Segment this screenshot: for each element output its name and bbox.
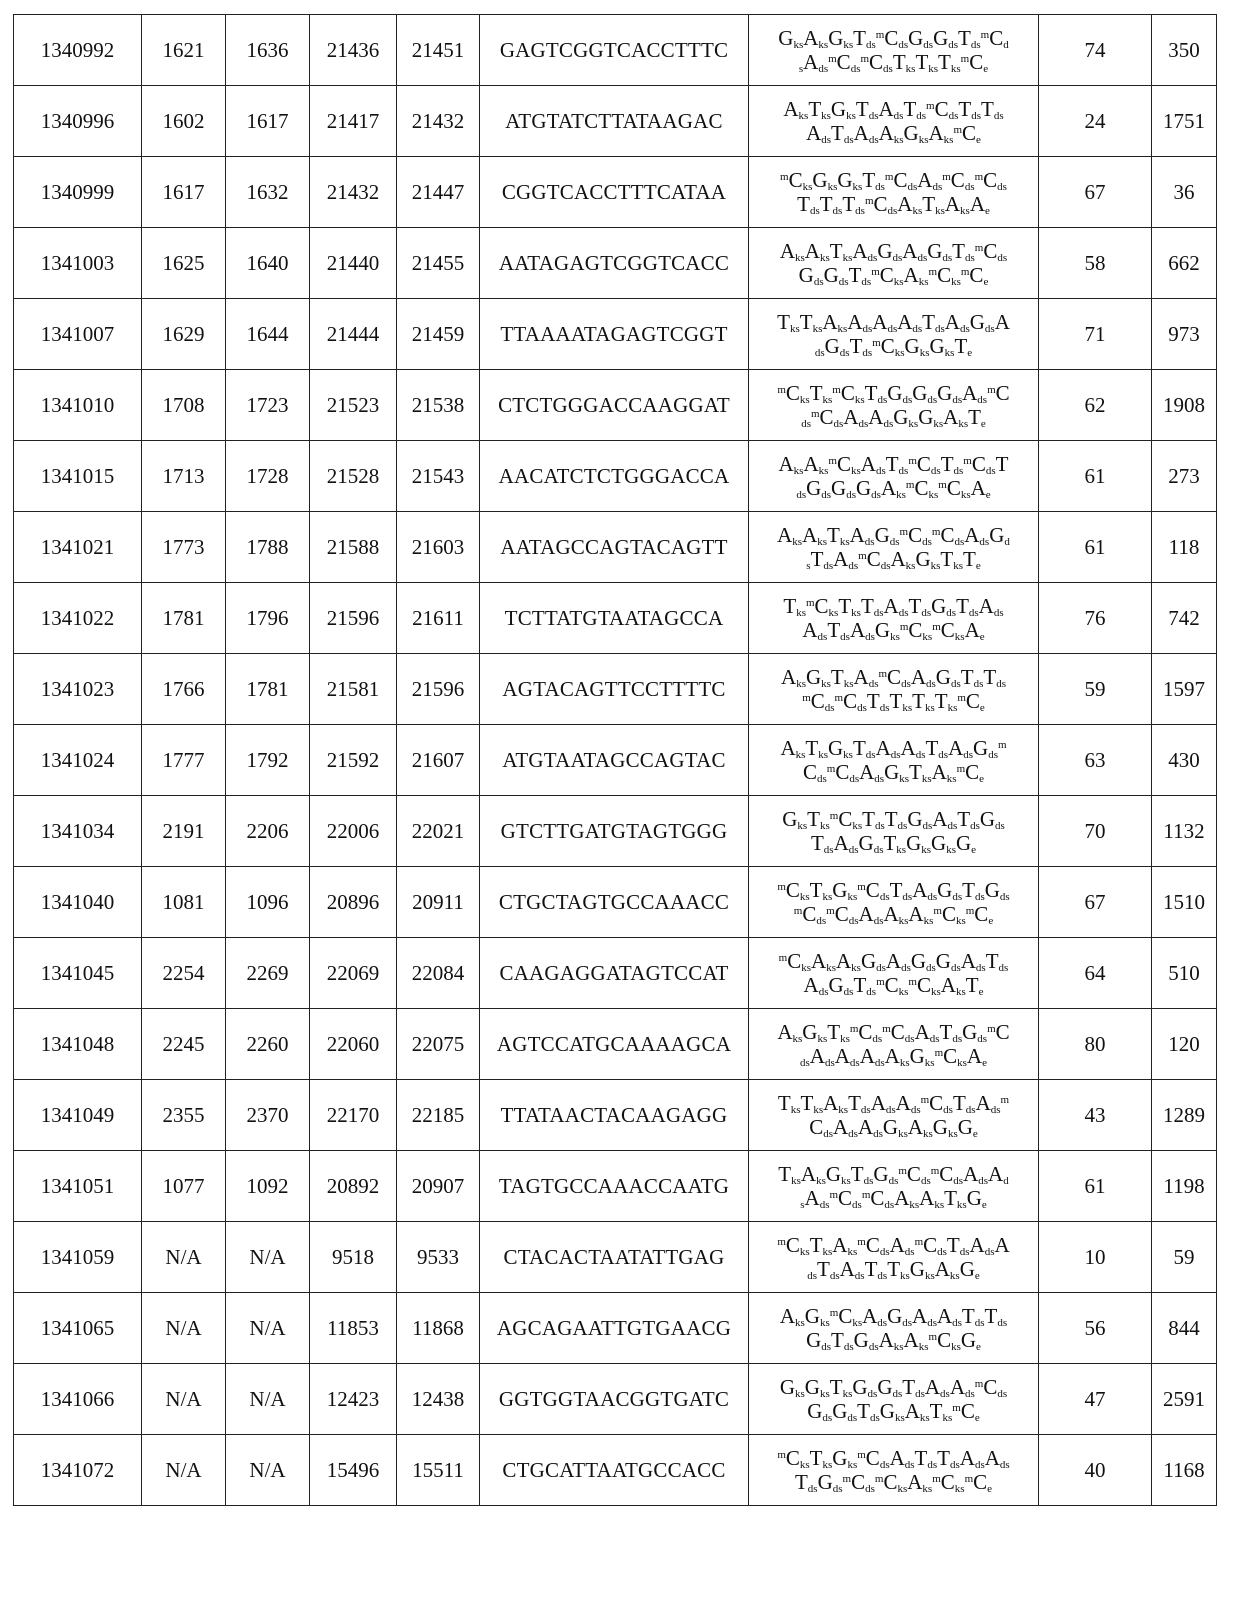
start-site-2-cell: 20896 <box>310 867 397 938</box>
start-site-2-cell: 21436 <box>310 15 397 86</box>
start-site-2-cell: 22060 <box>310 1009 397 1080</box>
chemistry-notation-cell <box>749 938 1039 1009</box>
stop-site-1-cell: N/A <box>226 1222 310 1293</box>
stop-site-2-cell: 21596 <box>397 654 480 725</box>
seq-id-cell: 510 <box>1152 938 1217 1009</box>
sequence-cell: CTGCATTAATGCCACC <box>480 1435 749 1506</box>
chemistry-line: $G_{ks}A_{ks}G_{ks}T_{ds}^mC_{ds}G_{ds}G_{ds}T_{ds}^mC_d$ <box>778 26 1009 51</box>
start-site-2-cell: 21440 <box>310 228 397 299</box>
seq-id-cell: 1168 <box>1152 1435 1217 1506</box>
table-body <box>14 15 1217 1506</box>
sequence-cell: ATGTATCTTATAAGAC <box>480 86 749 157</box>
start-site-1-cell: 1077 <box>142 1151 226 1222</box>
sequence-cell: TAGTGCCAAACCAATG <box>480 1151 749 1222</box>
compound-id-cell: 1341040 <box>14 867 142 938</box>
start-site-1-cell: 1081 <box>142 867 226 938</box>
table-row <box>14 15 1217 86</box>
sequence-cell: ATGTAATAGCCAGTAC <box>480 725 749 796</box>
start-site-2-cell: 9518 <box>310 1222 397 1293</box>
compound-id-cell: 1340999 <box>14 157 142 228</box>
chemistry-notation-cell <box>749 86 1039 157</box>
start-site-1-cell: 1629 <box>142 299 226 370</box>
chemistry-line: $A_{ks}G_{ks}T_{ks}^mC_{ds}^mC_{ds}A_{ds}T_{ds}G_{ds}^mC$ <box>777 1020 1010 1045</box>
sequence-cell: AACATCTCTGGGACCA <box>480 441 749 512</box>
chemistry-line: $A_{ds}G_{ds}T_{ds}^mC_{ks}^mC_{ks}A_{ks}T_e$ <box>803 973 984 998</box>
chemistry-line: $^mC_{ks}T_{ks}A_{ks}^mC_{ds}A_{ds}^mC_{ds}T_{ds}A_{ds}A$ <box>777 1233 1010 1258</box>
seq-id-cell: 118 <box>1152 512 1217 583</box>
chemistry-line: $_sA_{ds}^mC_{ds}^mC_{ds}A_{ks}A_{ks}T_{ks}G_e$ <box>800 1186 987 1211</box>
sequence-cell: AATAGAGTCGGTCACC <box>480 228 749 299</box>
stop-site-1-cell: N/A <box>226 1364 310 1435</box>
sequence-cell: GGTGGTAACGGTGATC <box>480 1364 749 1435</box>
seq-id-cell: 742 <box>1152 583 1217 654</box>
chemistry-line: $A_{ks}T_{ks}G_{ks}T_{ds}A_{ds}A_{ds}T_{ds}A_{ds}G_{ds}^m$ <box>780 736 1007 761</box>
start-site-1-cell: 2254 <box>142 938 226 1009</box>
chemistry-line: $A_{ks}G_{ks}T_{ks}A_{ds}^mC_{ds}A_{ds}G_{ds}T_{ds}T_{ds}$ <box>781 665 1006 690</box>
percent-value-cell: 61 <box>1039 441 1152 512</box>
stop-site-2-cell: 21432 <box>397 86 480 157</box>
chemistry-line: $^mC_{ks}T_{ks}G_{ks}^mC_{ds}T_{ds}A_{ds}G_{ds}T_{ds}G_{ds}$ <box>777 878 1010 903</box>
start-site-1-cell: 2355 <box>142 1080 226 1151</box>
percent-value-cell: 63 <box>1039 725 1152 796</box>
chemistry-line: $_{ds}G_{ds}T_{ds}^mC_{ks}G_{ks}G_{ks}T_e$ <box>814 334 973 359</box>
start-site-2-cell: 21588 <box>310 512 397 583</box>
stop-site-2-cell: 21543 <box>397 441 480 512</box>
seq-id-cell: 430 <box>1152 725 1217 796</box>
chemistry-line: $A_{ks}T_{ks}G_{ks}T_{ds}A_{ds}T_{ds}^mC_{ds}T_{ds}T_{ds}$ <box>783 97 1004 122</box>
table-row <box>14 1435 1217 1506</box>
seq-id-cell: 2591 <box>1152 1364 1217 1435</box>
stop-site-1-cell: 1796 <box>226 583 310 654</box>
percent-value-cell: 40 <box>1039 1435 1152 1506</box>
table-row <box>14 1293 1217 1364</box>
compound-id-cell: 1341049 <box>14 1080 142 1151</box>
sequence-cell: AGTCCATGCAAAAGCA <box>480 1009 749 1080</box>
chemistry-line: $_{ds}A_{ds}A_{ds}A_{ds}A_{ks}G_{ks}^mC_{ks}A_e$ <box>800 1044 987 1069</box>
compound-id-cell: 1340996 <box>14 86 142 157</box>
sequence-cell: GTCTTGATGTAGTGGG <box>480 796 749 867</box>
stop-site-1-cell: 1723 <box>226 370 310 441</box>
chemistry-notation-cell <box>749 1151 1039 1222</box>
compound-id-cell: 1341048 <box>14 1009 142 1080</box>
chemistry-line: $G_{ds}G_{ds}T_{ds}^mC_{ks}A_{ks}^mC_{ks}^mC_e$ <box>798 263 989 288</box>
percent-value-cell: 74 <box>1039 15 1152 86</box>
start-site-2-cell: 22170 <box>310 1080 397 1151</box>
chemistry-line: $A_{ks}G_{ks}^mC_{ks}A_{ds}G_{ds}A_{ds}A_{ds}T_{ds}T_{ds}$ <box>779 1304 1008 1329</box>
compound-id-cell: 1341023 <box>14 654 142 725</box>
seq-id-cell: 844 <box>1152 1293 1217 1364</box>
chemistry-notation-cell <box>749 15 1039 86</box>
table-row <box>14 228 1217 299</box>
table-row <box>14 157 1217 228</box>
stop-site-1-cell: 1636 <box>226 15 310 86</box>
table-row <box>14 1080 1217 1151</box>
seq-id-cell: 36 <box>1152 157 1217 228</box>
table-row <box>14 938 1217 1009</box>
start-site-2-cell: 11853 <box>310 1293 397 1364</box>
seq-id-cell: 59 <box>1152 1222 1217 1293</box>
table-row <box>14 725 1217 796</box>
start-site-1-cell: 2191 <box>142 796 226 867</box>
start-site-2-cell: 22006 <box>310 796 397 867</box>
seq-id-cell: 350 <box>1152 15 1217 86</box>
table-row <box>14 299 1217 370</box>
sequence-cell: TTAAAATAGAGTCGGT <box>480 299 749 370</box>
start-site-1-cell: N/A <box>142 1293 226 1364</box>
compound-id-cell: 1341010 <box>14 370 142 441</box>
start-site-2-cell: 21417 <box>310 86 397 157</box>
start-site-1-cell: 1766 <box>142 654 226 725</box>
percent-value-cell: 10 <box>1039 1222 1152 1293</box>
stop-site-1-cell: 2370 <box>226 1080 310 1151</box>
seq-id-cell: 973 <box>1152 299 1217 370</box>
start-site-1-cell: 1713 <box>142 441 226 512</box>
percent-value-cell: 56 <box>1039 1293 1152 1364</box>
compound-id-cell: 1341022 <box>14 583 142 654</box>
start-site-2-cell: 15496 <box>310 1435 397 1506</box>
percent-value-cell: 61 <box>1039 1151 1152 1222</box>
sequence-cell: TCTTATGTAATAGCCA <box>480 583 749 654</box>
stop-site-2-cell: 22185 <box>397 1080 480 1151</box>
stop-site-2-cell: 11868 <box>397 1293 480 1364</box>
stop-site-1-cell: 1096 <box>226 867 310 938</box>
stop-site-1-cell: N/A <box>226 1435 310 1506</box>
table-row <box>14 796 1217 867</box>
seq-id-cell: 1751 <box>1152 86 1217 157</box>
seq-id-cell: 273 <box>1152 441 1217 512</box>
chemistry-notation-cell <box>749 299 1039 370</box>
start-site-1-cell: 1708 <box>142 370 226 441</box>
chemistry-notation-cell <box>749 796 1039 867</box>
percent-value-cell: 62 <box>1039 370 1152 441</box>
chemistry-line: $T_{ks}T_{ks}A_{ks}T_{ds}A_{ds}A_{ds}^mC_{ds}T_{ds}A_{ds}^m$ <box>777 1091 1010 1116</box>
compound-id-cell: 1341034 <box>14 796 142 867</box>
stop-site-2-cell: 22084 <box>397 938 480 1009</box>
chemistry-line: $^mC_{ds}^mC_{ds}T_{ds}T_{ks}T_{ks}T_{ks}^mC_e$ <box>802 689 985 714</box>
chemistry-line: $T_{ks}^mC_{ks}T_{ks}T_{ds}A_{ds}T_{ds}G_{ds}T_{ds}A_{ds}$ <box>783 594 1004 619</box>
stop-site-1-cell: 1781 <box>226 654 310 725</box>
seq-id-cell: 1510 <box>1152 867 1217 938</box>
table-row <box>14 441 1217 512</box>
sequence-cell: AATAGCCAGTACAGTT <box>480 512 749 583</box>
table-row <box>14 1151 1217 1222</box>
table-row <box>14 1222 1217 1293</box>
sequence-cell: GAGTCGGTCACCTTTC <box>480 15 749 86</box>
chemistry-line: $^mC_{ks}T_{ks}G_{ks}^mC_{ds}A_{ds}T_{ds}T_{ds}A_{ds}A_{ds}$ <box>777 1446 1010 1471</box>
chemistry-line: $A_{ks}A_{ks}T_{ks}A_{ds}G_{ds}^mC_{ds}^mC_{ds}A_{ds}G_d$ <box>777 523 1010 548</box>
stop-site-1-cell: 2269 <box>226 938 310 1009</box>
compound-id-cell: 1341066 <box>14 1364 142 1435</box>
chemistry-line: $C_{ds}A_{ds}A_{ds}G_{ks}A_{ks}G_{ks}G_e$ <box>809 1115 978 1140</box>
chemistry-line: $C_{ds}^mC_{ds}A_{ds}G_{ks}T_{ks}A_{ks}^mC_e$ <box>802 760 985 785</box>
stop-site-1-cell: 1640 <box>226 228 310 299</box>
chemistry-notation-cell <box>749 654 1039 725</box>
start-site-2-cell: 20892 <box>310 1151 397 1222</box>
stop-site-2-cell: 21538 <box>397 370 480 441</box>
sequence-cell: TTATAACTACAAGAGG <box>480 1080 749 1151</box>
chemistry-notation-cell <box>749 583 1039 654</box>
seq-id-cell: 1908 <box>1152 370 1217 441</box>
start-site-1-cell: 1617 <box>142 157 226 228</box>
compound-id-cell: 1341059 <box>14 1222 142 1293</box>
chemistry-line: $G_{ks}T_{ks}^mC_{ks}T_{ds}T_{ds}G_{ds}A_{ds}T_{ds}G_{ds}$ <box>782 807 1005 832</box>
chemistry-notation-cell <box>749 1293 1039 1364</box>
percent-value-cell: 67 <box>1039 867 1152 938</box>
stop-site-2-cell: 9533 <box>397 1222 480 1293</box>
chemistry-line: $_{ds}G_{ds}G_{ds}G_{ds}A_{ks}^mC_{ks}^mC_{ks}A_e$ <box>796 476 991 501</box>
start-site-2-cell: 21432 <box>310 157 397 228</box>
compound-id-cell: 1341072 <box>14 1435 142 1506</box>
chemistry-line: $T_{ks}A_{ks}G_{ks}T_{ds}G_{ds}^mC_{ds}^mC_{ds}A_{ds}A_d$ <box>778 1162 1009 1187</box>
sequence-cell: CTACACTAATATTGAG <box>480 1222 749 1293</box>
start-site-2-cell: 21581 <box>310 654 397 725</box>
compound-id-cell: 1341024 <box>14 725 142 796</box>
chemistry-line: $_sA_{ds}^mC_{ds}^mC_{ds}T_{ks}T_{ks}T_{ks}^mC_e$ <box>798 50 989 75</box>
chemistry-line: $^mC_{ks}A_{ks}A_{ks}G_{ds}A_{ds}G_{ds}G_{ds}A_{ds}T_{ds}$ <box>778 949 1009 974</box>
start-site-1-cell: N/A <box>142 1222 226 1293</box>
start-site-2-cell: 21592 <box>310 725 397 796</box>
table-row <box>14 1364 1217 1435</box>
percent-value-cell: 67 <box>1039 157 1152 228</box>
stop-site-2-cell: 21455 <box>397 228 480 299</box>
seq-id-cell: 1289 <box>1152 1080 1217 1151</box>
chemistry-line: $A_{ks}A_{ks}^mC_{ks}A_{ds}T_{ds}^mC_{ds}T_{ds}^mC_{ds}T$ <box>778 452 1009 477</box>
chemistry-line: $_{ds}^mC_{ds}A_{ds}A_{ds}G_{ks}G_{ks}A_{ks}T_e$ <box>801 405 986 430</box>
stop-site-1-cell: 1617 <box>226 86 310 157</box>
chemistry-line: $_{ds}T_{ds}A_{ds}T_{ds}T_{ks}G_{ks}A_{ks}G_e$ <box>807 1257 980 1282</box>
start-site-2-cell: 21596 <box>310 583 397 654</box>
percent-value-cell: 24 <box>1039 86 1152 157</box>
chemistry-line: $^mC_{ks}G_{ks}G_{ks}T_{ds}^mC_{ds}A_{ds}^mC_{ds}^mC_{ds}$ <box>780 168 1007 193</box>
chemistry-line: $G_{ds}G_{ds}T_{ds}G_{ks}A_{ks}T_{ks}^mC_e$ <box>807 1399 980 1424</box>
start-site-1-cell: 1625 <box>142 228 226 299</box>
stop-site-2-cell: 21603 <box>397 512 480 583</box>
percent-value-cell: 71 <box>1039 299 1152 370</box>
percent-value-cell: 64 <box>1039 938 1152 1009</box>
compound-id-cell: 1341065 <box>14 1293 142 1364</box>
stop-site-1-cell: 1092 <box>226 1151 310 1222</box>
stop-site-2-cell: 21447 <box>397 157 480 228</box>
stop-site-2-cell: 22075 <box>397 1009 480 1080</box>
percent-value-cell: 76 <box>1039 583 1152 654</box>
sequence-cell: CGGTCACCTTTCATAA <box>480 157 749 228</box>
chemistry-notation-cell <box>749 867 1039 938</box>
compound-id-cell: 1341021 <box>14 512 142 583</box>
stop-site-2-cell: 20907 <box>397 1151 480 1222</box>
percent-value-cell: 47 <box>1039 1364 1152 1435</box>
table-row <box>14 512 1217 583</box>
sequence-cell: AGTACAGTTCCTTTTC <box>480 654 749 725</box>
compound-id-cell: 1340992 <box>14 15 142 86</box>
start-site-1-cell: 1621 <box>142 15 226 86</box>
stop-site-2-cell: 21459 <box>397 299 480 370</box>
sequence-cell: CTGCTAGTGCCAAACC <box>480 867 749 938</box>
compound-id-cell: 1341051 <box>14 1151 142 1222</box>
chemistry-notation-cell <box>749 1080 1039 1151</box>
chemistry-line: $G_{ds}T_{ds}G_{ds}A_{ks}A_{ks}^mC_{ks}G_e$ <box>806 1328 981 1353</box>
sequence-cell: AGCAGAATTGTGAACG <box>480 1293 749 1364</box>
chemistry-line: $T_{ds}A_{ds}G_{ds}T_{ks}G_{ks}G_{ks}G_e$ <box>810 831 977 856</box>
seq-id-cell: 120 <box>1152 1009 1217 1080</box>
stop-site-2-cell: 21611 <box>397 583 480 654</box>
chemistry-notation-cell <box>749 157 1039 228</box>
chemistry-notation-cell <box>749 725 1039 796</box>
stop-site-2-cell: 12438 <box>397 1364 480 1435</box>
stop-site-1-cell: 1792 <box>226 725 310 796</box>
stop-site-1-cell: 1728 <box>226 441 310 512</box>
stop-site-1-cell: 1788 <box>226 512 310 583</box>
chemistry-notation-cell <box>749 370 1039 441</box>
sequence-cell: CAAGAGGATAGTCCAT <box>480 938 749 1009</box>
percent-value-cell: 70 <box>1039 796 1152 867</box>
chemistry-notation-cell <box>749 512 1039 583</box>
stop-site-2-cell: 21451 <box>397 15 480 86</box>
seq-id-cell: 1198 <box>1152 1151 1217 1222</box>
start-site-2-cell: 21523 <box>310 370 397 441</box>
table-row <box>14 370 1217 441</box>
table-row <box>14 583 1217 654</box>
start-site-1-cell: 1781 <box>142 583 226 654</box>
start-site-2-cell: 12423 <box>310 1364 397 1435</box>
compound-id-cell: 1341007 <box>14 299 142 370</box>
oligonucleotide-table <box>13 14 1217 1506</box>
chemistry-notation-cell <box>749 441 1039 512</box>
chemistry-line: $^mC_{ds}^mC_{ds}A_{ds}A_{ks}A_{ks}^mC_{ks}^mC_e$ <box>793 902 994 927</box>
chemistry-line: $A_{ks}A_{ks}T_{ks}A_{ds}G_{ds}A_{ds}G_{ds}T_{ds}^mC_{ds}$ <box>779 239 1008 264</box>
stop-site-1-cell: N/A <box>226 1293 310 1364</box>
start-site-2-cell: 21528 <box>310 441 397 512</box>
stop-site-1-cell: 1644 <box>226 299 310 370</box>
chemistry-line: $T_{ds}T_{ds}T_{ds}^mC_{ds}A_{ks}T_{ks}A_{ks}A_e$ <box>797 192 990 217</box>
compound-id-cell: 1341003 <box>14 228 142 299</box>
compound-id-cell: 1341015 <box>14 441 142 512</box>
chemistry-notation-cell <box>749 1435 1039 1506</box>
chemistry-line: $_sT_{ds}A_{ds}^mC_{ds}A_{ks}G_{ks}T_{ks}T_e$ <box>806 547 981 572</box>
table-row <box>14 654 1217 725</box>
start-site-2-cell: 22069 <box>310 938 397 1009</box>
table-row <box>14 1009 1217 1080</box>
start-site-1-cell: 1602 <box>142 86 226 157</box>
seq-id-cell: 1597 <box>1152 654 1217 725</box>
table-row <box>14 86 1217 157</box>
start-site-1-cell: 1773 <box>142 512 226 583</box>
percent-value-cell: 58 <box>1039 228 1152 299</box>
seq-id-cell: 662 <box>1152 228 1217 299</box>
chemistry-notation-cell <box>749 1222 1039 1293</box>
percent-value-cell: 43 <box>1039 1080 1152 1151</box>
chemistry-line: $T_{ds}G_{ds}^mC_{ds}^mC_{ks}A_{ks}^mC_{ks}^mC_e$ <box>794 1470 993 1495</box>
chemistry-line: $A_{ds}T_{ds}A_{ds}G_{ks}^mC_{ks}^mC_{ks}A_e$ <box>802 618 985 643</box>
percent-value-cell: 61 <box>1039 512 1152 583</box>
stop-site-2-cell: 21607 <box>397 725 480 796</box>
stop-site-1-cell: 1632 <box>226 157 310 228</box>
chemistry-notation-cell <box>749 1009 1039 1080</box>
start-site-2-cell: 21444 <box>310 299 397 370</box>
table-row <box>14 867 1217 938</box>
compound-id-cell: 1341045 <box>14 938 142 1009</box>
chemistry-notation-cell <box>749 1364 1039 1435</box>
chemistry-line: $^mC_{ks}T_{ks}^mC_{ks}T_{ds}G_{ds}G_{ds}G_{ds}A_{ds}^mC$ <box>777 381 1010 406</box>
stop-site-1-cell: 2260 <box>226 1009 310 1080</box>
start-site-1-cell: N/A <box>142 1364 226 1435</box>
chemistry-line: $A_{ds}T_{ds}A_{ds}A_{ks}G_{ks}A_{ks}^mC_e$ <box>806 121 981 146</box>
start-site-1-cell: 1777 <box>142 725 226 796</box>
chemistry-line: $G_{ks}G_{ks}T_{ks}G_{ds}G_{ds}T_{ds}A_{ds}A_{ds}^mC_{ds}$ <box>779 1375 1008 1400</box>
chemistry-notation-cell <box>749 228 1039 299</box>
percent-value-cell: 59 <box>1039 654 1152 725</box>
sequence-cell: CTCTGGGACCAAGGAT <box>480 370 749 441</box>
start-site-1-cell: N/A <box>142 1435 226 1506</box>
stop-site-2-cell: 20911 <box>397 867 480 938</box>
percent-value-cell: 80 <box>1039 1009 1152 1080</box>
start-site-1-cell: 2245 <box>142 1009 226 1080</box>
stop-site-1-cell: 2206 <box>226 796 310 867</box>
stop-site-2-cell: 15511 <box>397 1435 480 1506</box>
stop-site-2-cell: 22021 <box>397 796 480 867</box>
chemistry-line: $T_{ks}T_{ks}A_{ks}A_{ds}A_{ds}A_{ds}T_{ds}A_{ds}G_{ds}A$ <box>777 310 1010 335</box>
seq-id-cell: 1132 <box>1152 796 1217 867</box>
